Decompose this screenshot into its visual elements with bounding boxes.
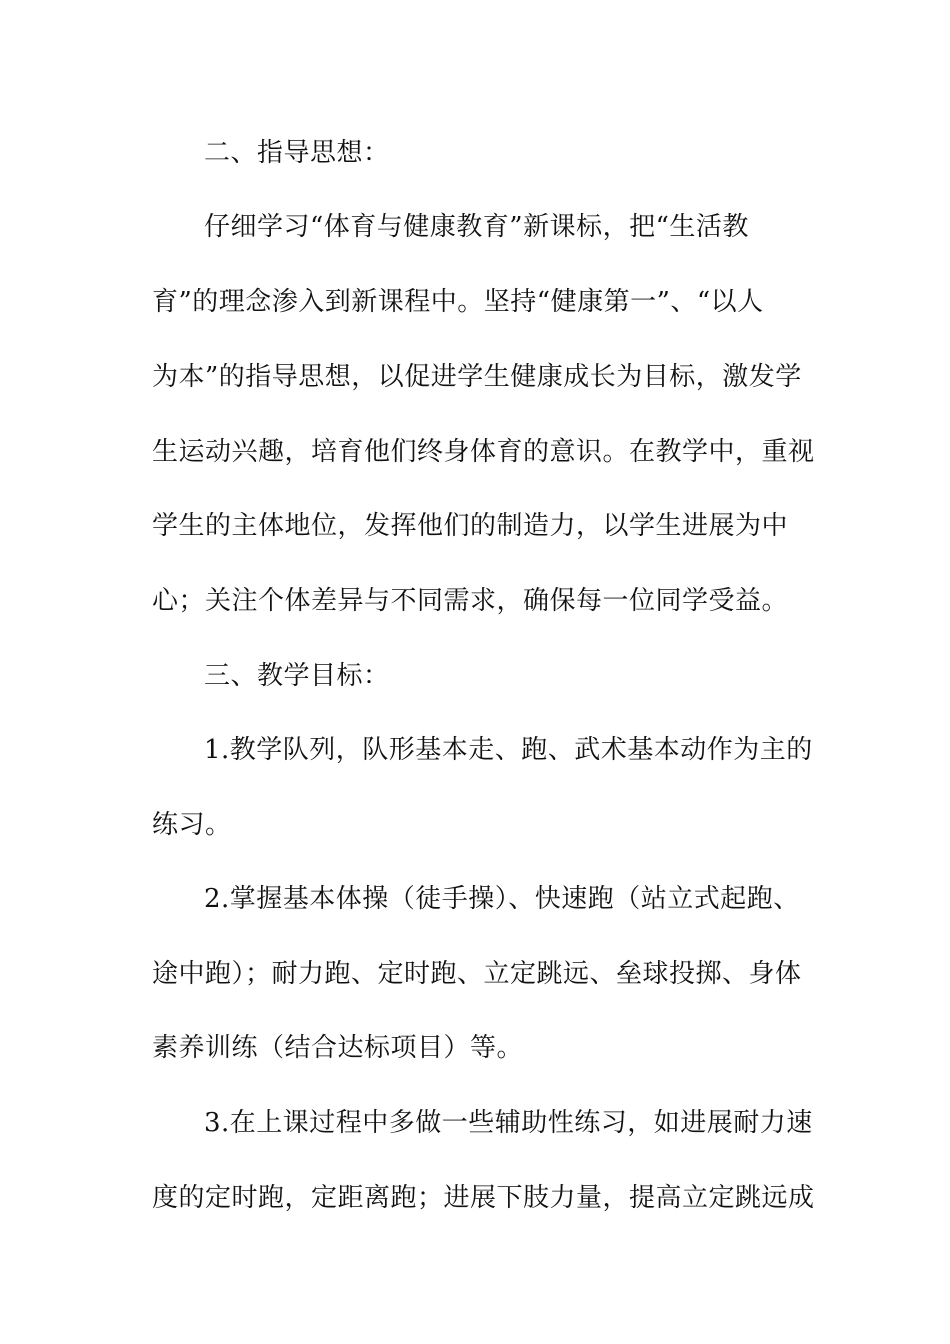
paragraph-line: 生运动兴趣，培育他们终身体育的意识。在教学中，重视 [152, 437, 815, 467]
list-item-1-line: 1.教学队列，队形基本走、跑、武术基本动作为主的 [204, 735, 813, 765]
paragraph-line: 心；关注个体差异与不同需求，确保每一位同学受益。 [152, 586, 789, 616]
list-item-3-line: 3.在上课过程中多做一些辅助性练习，如进展耐力速 [204, 1108, 813, 1138]
list-item-1-line: 练习。 [152, 810, 232, 840]
list-item-2-line: 2.掌握基本体操（徒手操）、快速跑（站立式起跑、 [204, 884, 800, 914]
list-item-2-line: 素养训练（结合达标项目）等。 [152, 1033, 524, 1063]
paragraph-line: 为本”的指导思想，以促进学生健康成长为目标，激发学 [152, 362, 802, 392]
list-item-2-line: 途中跑）；耐力跑、定时跑、立定跳远、垒球投掷、身体 [152, 959, 802, 989]
paragraph-line: 育”的理念渗入到新课程中。坚持“健康第一”、“以人 [152, 287, 764, 317]
section-heading-guiding-thought: 二、指导思想： [204, 138, 390, 168]
paragraph-line: 仔细学习“体育与健康教育”新课标，把“生活教 [204, 212, 749, 242]
list-item-3-line: 度的定时跑，定距离跑；进展下肢力量，提高立定跳远成 [152, 1183, 815, 1213]
paragraph-line: 学生的主体地位，发挥他们的制造力，以学生进展为中 [152, 511, 789, 541]
section-heading-teaching-goals: 三、教学目标： [204, 661, 390, 691]
